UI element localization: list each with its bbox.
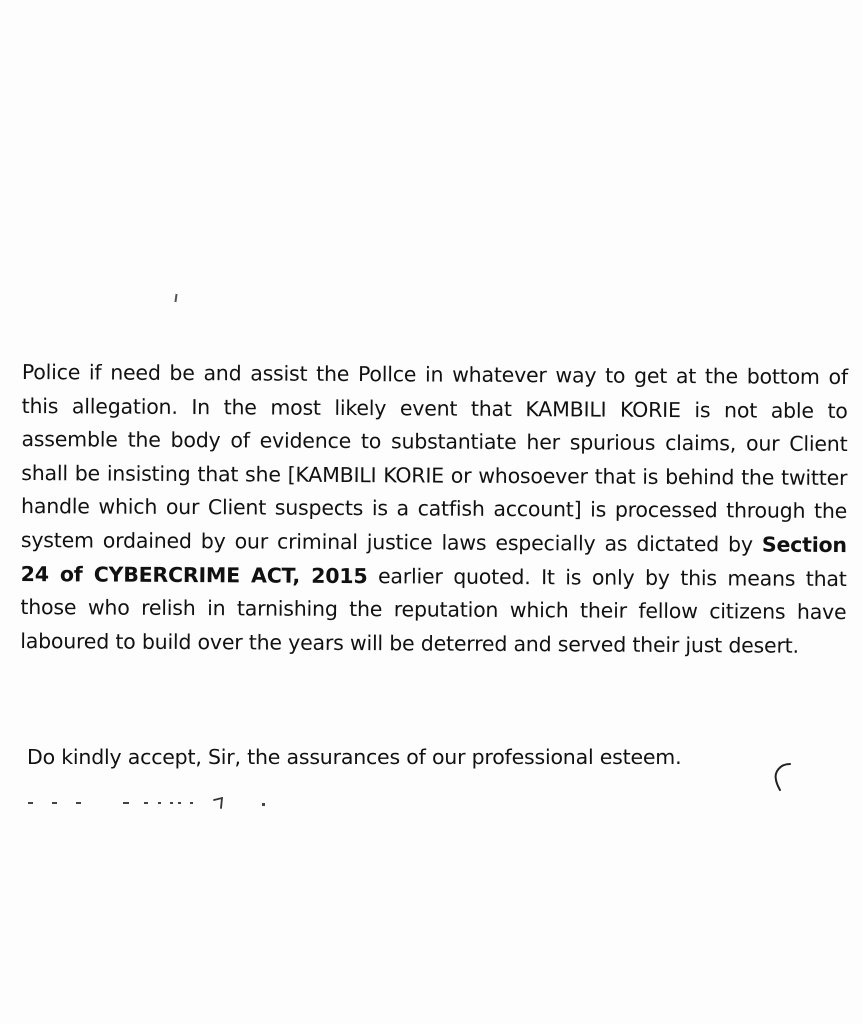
cybercrime-act-reference: Section 24 of CYBERCRIME ACT, 2015 — [20, 532, 847, 588]
signature-stroke-icon — [770, 760, 800, 794]
signature-dotted-line — [28, 796, 278, 810]
closing-line: Do kindly accept, Sir, the assurances of our professional esteem. — [27, 745, 682, 769]
paragraph-text-end: earlier quoted. It is only by this means that those who relish in tarnishing the reputation which their fellow citizens have laboured to build over the years will be deterred and served their just desert. — [20, 563, 847, 658]
letter-body-paragraph — [20, 356, 848, 663]
paragraph-text-start: Police if need be and assist the Pollce in whatever way to get at the bottom of this allegation. In the most likely event that KAMBILI KORIE is not able to assemble the body of evidence to substantiate her spurious claims, our Client shall be insisting that she [KAMBILI KORIE or whosoever that is behind the twitter handle which our Client suspects is a catfish account] is processed through the system ordained by our criminal justice laws especially as dictated by — [20, 359, 848, 557]
stray-ink-mark — [174, 294, 177, 302]
